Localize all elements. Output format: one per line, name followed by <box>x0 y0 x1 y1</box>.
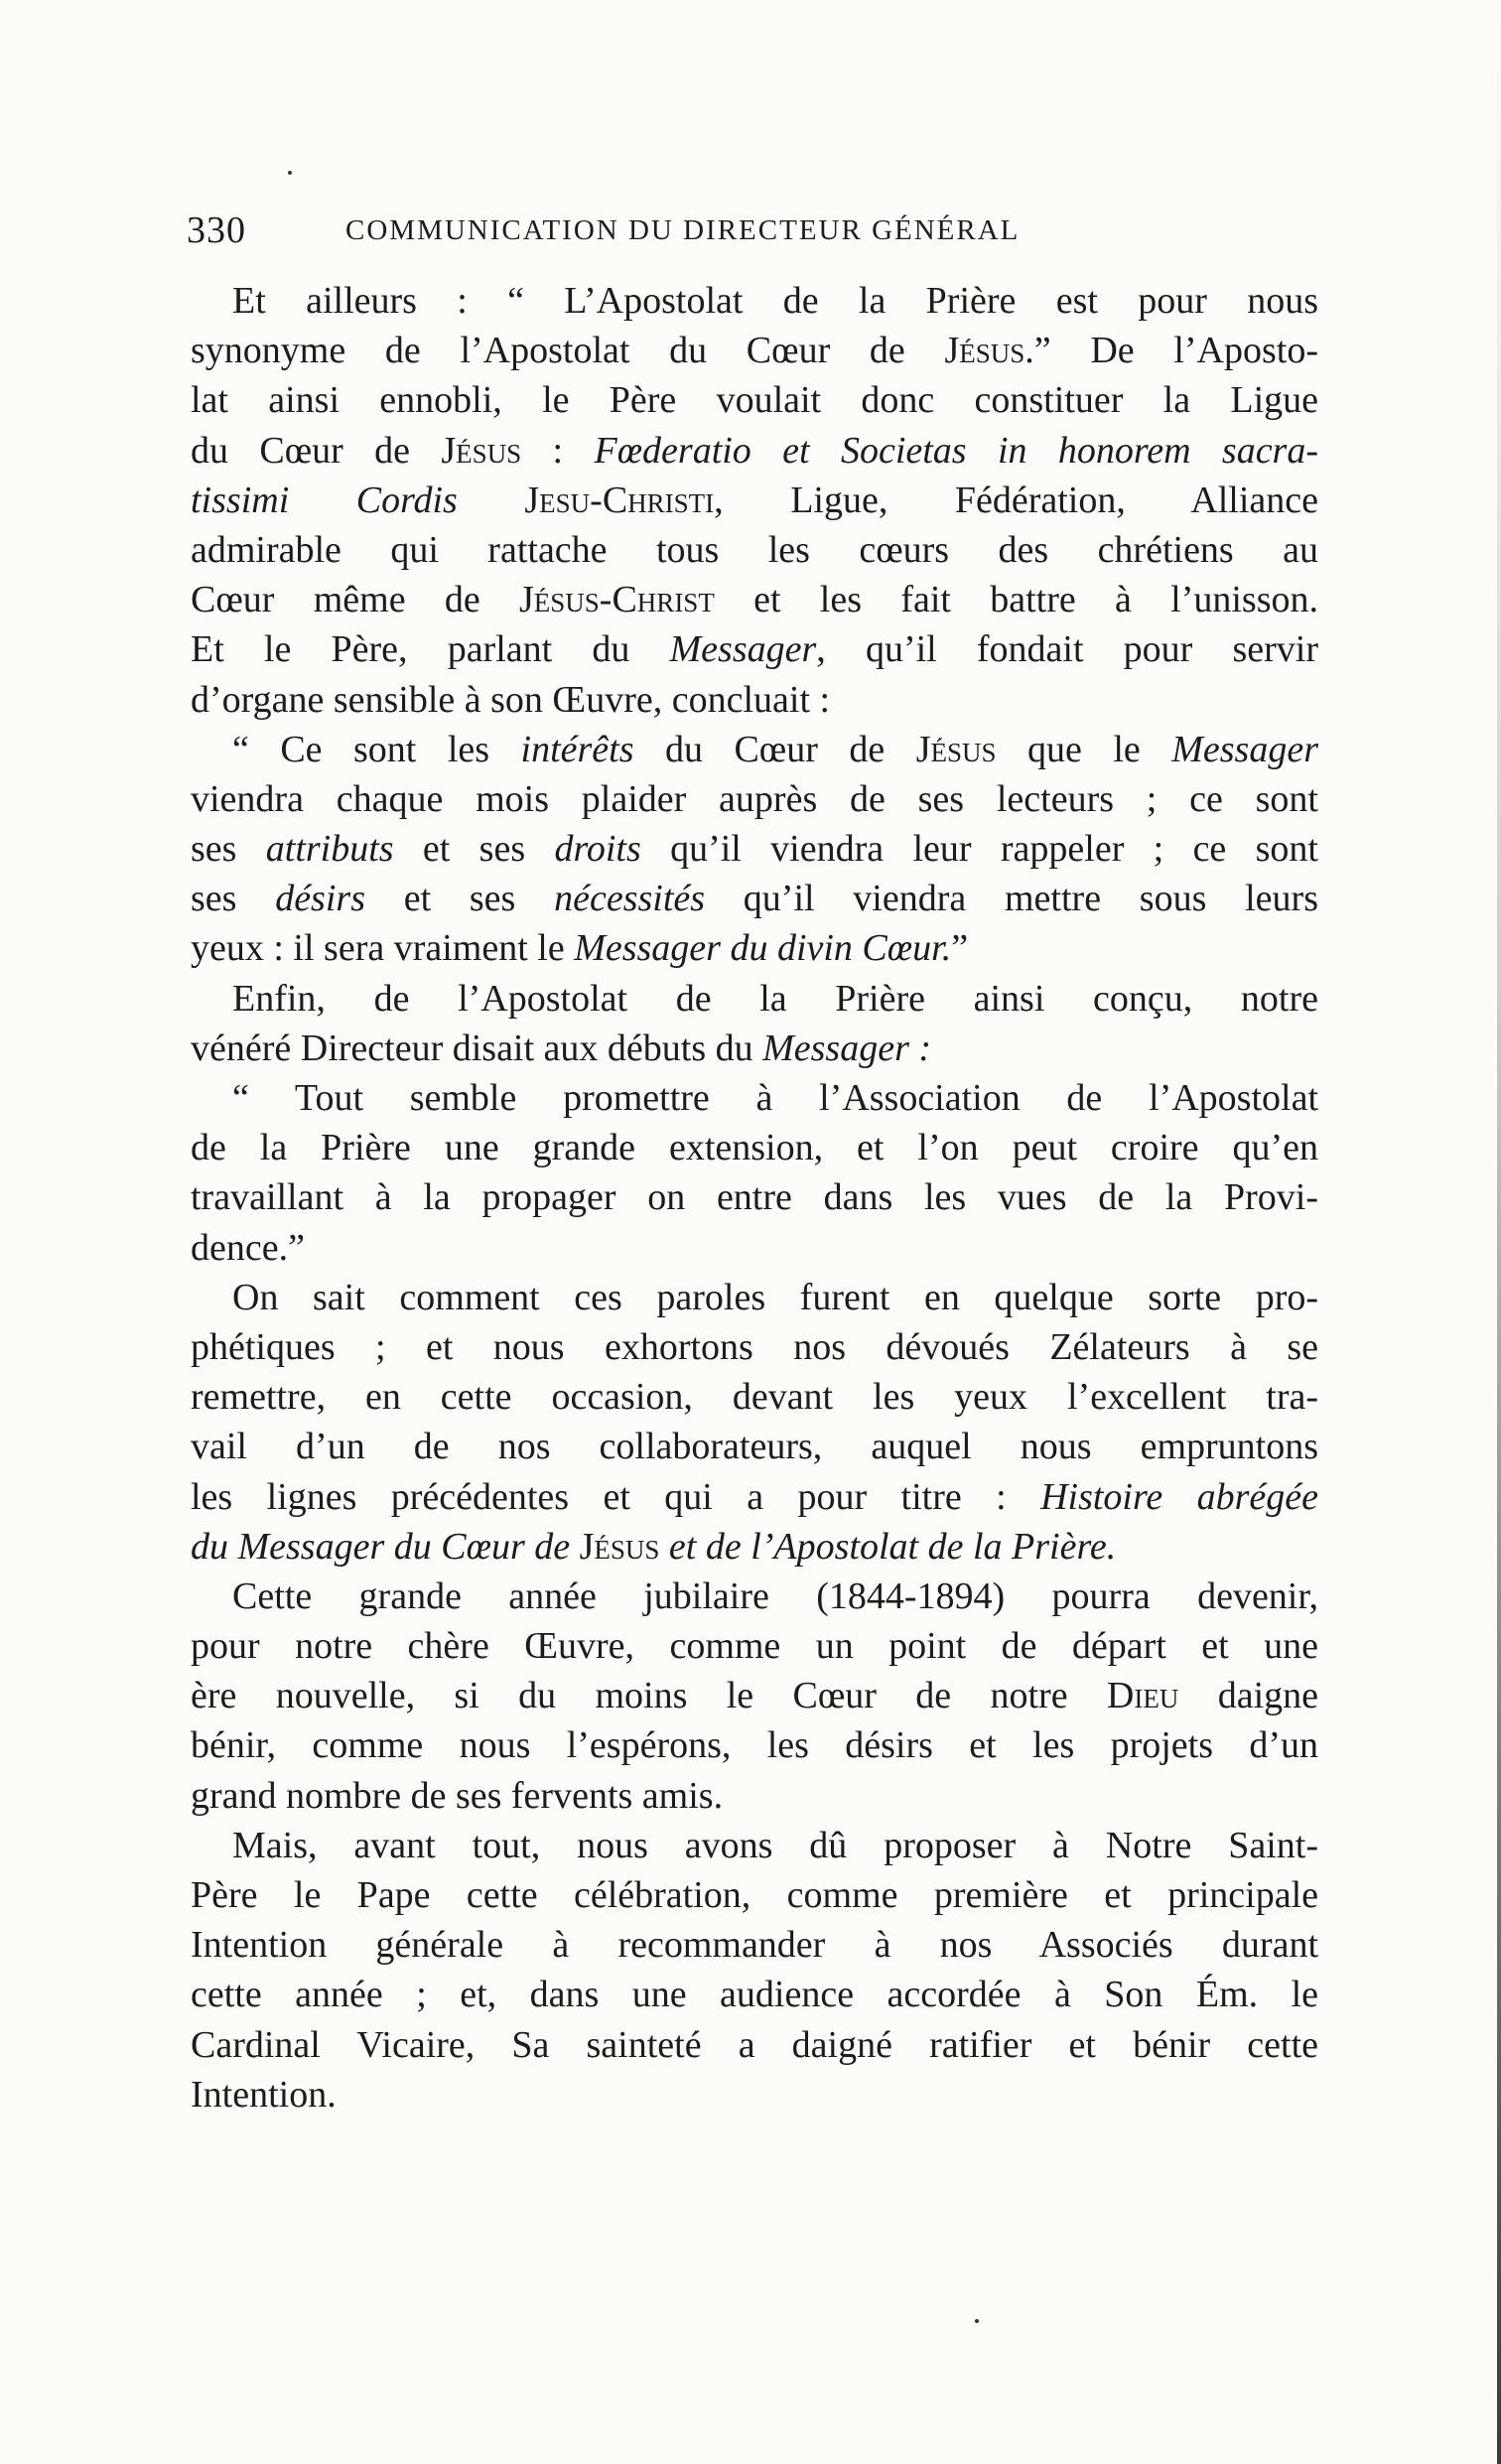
text-run: : <box>521 429 595 472</box>
text-run: ère nouvelle, si du moins le Cœur de notre <box>191 1675 1107 1717</box>
text-run: Enfin, de l’Apostolat de la Prière ainsi conçu, notre <box>232 977 1318 1020</box>
text-run: On sait comment ces paroles furent en quelque sorte pro- <box>232 1276 1318 1318</box>
text-run: du Cœur de <box>191 429 442 472</box>
text-line <box>191 725 1318 774</box>
small-caps-text: Jesu-Christi <box>524 479 715 521</box>
italic-text: du Messager du Cœur de <box>191 1525 571 1568</box>
text-line <box>191 974 1318 1024</box>
small-caps-text: Dieu <box>1106 1675 1179 1717</box>
text-line <box>191 375 1318 425</box>
text-line <box>191 575 1318 624</box>
small-caps-text: Jésus <box>915 728 997 770</box>
text-line <box>191 1322 1318 1372</box>
text-line <box>191 624 1318 674</box>
italic-text: Fœderatio et Societas in honorem sacra- <box>594 429 1319 472</box>
text-run: travaillant à la propager on entre dans les vues de la Provi- <box>191 1176 1318 1219</box>
text-line <box>191 326 1318 375</box>
text-run: admirable qui rattache tous les cœurs des chrétiens au <box>191 528 1318 571</box>
italic-text: Messager <box>669 628 817 671</box>
text-line <box>191 2020 1318 2070</box>
italic-text: désirs <box>275 878 365 920</box>
small-caps-text: Jésus-Christ <box>519 579 715 621</box>
text-run <box>659 1526 669 1568</box>
text-line <box>191 874 1318 923</box>
text-run: daigne <box>1178 1675 1318 1717</box>
text-run: Cardinal Vicaire, Sa sainteté a daigné ratifier et bénir cette <box>191 2023 1318 2066</box>
ink-speck <box>975 2319 979 2323</box>
text-run: grand nombre de ses fervents amis. <box>191 1774 724 1817</box>
text-run: Intention. <box>191 2073 337 2116</box>
text-run: viendra chaque mois plaider auprès de ses lecteurs ; ce sont <box>191 777 1318 820</box>
text-line <box>191 923 1318 973</box>
text-run: yeux : il sera vraiment le <box>191 927 575 970</box>
text-run: phétiques ; et nous exhortons nos dévoués Zélateurs à se <box>191 1325 1318 1368</box>
text-run: ses <box>191 828 266 871</box>
italic-text: Messager du divin Cœur. <box>574 927 952 970</box>
text-line <box>191 1572 1318 1621</box>
text-run: “ Tout semble promettre à l’Association de l’Apostolat <box>232 1077 1318 1119</box>
text-line <box>191 1422 1318 1471</box>
text-run: dence.” <box>191 1226 305 1269</box>
text-line <box>191 1870 1318 1920</box>
text-run: Mais, avant tout, nous avons dû proposer à Notre Saint- <box>232 1824 1318 1866</box>
text-run: synonyme de l’Apostolat du Cœur de <box>191 330 945 372</box>
text-run: et ses <box>393 828 555 871</box>
italic-text: Histoire abrégée <box>1040 1475 1318 1518</box>
text-line <box>191 276 1318 326</box>
text-line <box>191 476 1318 525</box>
text-run: que le <box>996 728 1172 770</box>
text-run: “ Ce sont les <box>232 728 521 770</box>
page-number: 330 <box>187 209 246 251</box>
text-line <box>191 1172 1318 1222</box>
text-run: Cœur même de <box>191 579 519 621</box>
text-run: .” De l’Aposto- <box>1024 330 1318 372</box>
italic-text: intérêts <box>520 728 634 770</box>
text-line <box>191 1472 1318 1522</box>
text-run: Et le Père, parlant du <box>191 628 670 671</box>
text-run: ses <box>191 878 276 920</box>
text-run: lat ainsi ennobli, le Père voulait donc constituer la Ligue <box>191 379 1318 422</box>
text-run: du Cœur de <box>633 728 916 770</box>
text-run: cette année ; et, dans une audience accordée à Son Ém. le <box>191 1974 1318 2016</box>
running-title: COMMUNICATION DU DIRECTEUR GÉNÉRAL <box>345 214 1021 246</box>
text-line <box>191 1920 1318 1970</box>
text-line <box>191 1223 1318 1273</box>
ink-speck <box>288 171 292 175</box>
italic-text: droits <box>554 828 641 871</box>
text-run: Intention générale à recommander à nos Associés durant <box>191 1924 1318 1967</box>
small-caps-text: Jésus <box>441 429 522 472</box>
text-run: et les fait battre à l’unisson. <box>714 579 1318 621</box>
body-text <box>191 276 1318 2120</box>
text-run: de la Prière une grande extension, et l’on peut croire qu’en <box>191 1127 1318 1169</box>
text-line <box>191 525 1318 575</box>
text-line <box>191 1720 1318 1770</box>
text-line <box>191 675 1318 725</box>
text-line <box>191 1123 1318 1172</box>
text-run: remettre, en cette occasion, devant les yeux l’excellent tra- <box>191 1376 1318 1419</box>
small-caps-text: Jésus <box>579 1525 660 1568</box>
text-run: , qu’il fondait pour servir <box>816 628 1318 671</box>
italic-text: Messager : <box>762 1027 932 1069</box>
text-line <box>191 1073 1318 1123</box>
text-run <box>458 479 525 521</box>
page-edge-shadow <box>1497 0 1501 2464</box>
italic-text: nécessités <box>554 878 706 920</box>
text-line <box>191 426 1318 476</box>
text-line <box>191 2070 1318 2120</box>
italic-text: Messager <box>1171 728 1319 770</box>
text-line <box>191 774 1318 824</box>
text-run: , Ligue, Fédération, Alliance <box>714 479 1318 521</box>
text-line <box>191 1372 1318 1422</box>
text-line <box>191 1522 1318 1572</box>
italic-text: attributs <box>265 828 394 871</box>
text-run: ” <box>951 927 969 970</box>
text-run: d’organe sensible à son Œuvre, concluait : <box>191 678 831 721</box>
text-line <box>191 1771 1318 1821</box>
running-head <box>187 208 1338 258</box>
small-caps-text: Jésus <box>944 330 1025 372</box>
text-line <box>191 1621 1318 1671</box>
text-line <box>191 1273 1318 1322</box>
text-run: Cette grande année jubilaire (1844-1894) pourra devenir, <box>232 1574 1318 1617</box>
italic-text: tissimi Cordis <box>191 479 458 521</box>
text-line <box>191 1970 1318 2019</box>
text-run <box>570 1526 580 1568</box>
text-line <box>191 1024 1318 1073</box>
text-run: bénir, comme nous l’espérons, les désirs et les projets d’un <box>191 1724 1318 1767</box>
text-line <box>191 1821 1318 1870</box>
text-run: Et ailleurs : “ L’Apostolat de la Prière est pour nous <box>232 280 1318 322</box>
text-run: Père le Pape cette célébration, comme première et principale <box>191 1874 1318 1916</box>
text-run: qu’il viendra mettre sous leurs <box>705 878 1318 920</box>
text-run: pour notre chère Œuvre, comme un point de départ et une <box>191 1625 1318 1668</box>
text-line <box>191 1671 1318 1720</box>
text-line <box>191 824 1318 874</box>
text-run: qu’il viendra leur rappeler ; ce sont <box>640 828 1318 871</box>
text-run: les lignes précédentes et qui a pour titre : <box>191 1475 1041 1518</box>
text-run: vail d’un de nos collaborateurs, auquel nous empruntons <box>191 1426 1318 1468</box>
text-run: vénéré Directeur disait aux débuts du <box>191 1027 763 1069</box>
italic-text: et de l’Apostolat de la Prière. <box>668 1525 1117 1568</box>
text-run: et ses <box>364 878 555 920</box>
